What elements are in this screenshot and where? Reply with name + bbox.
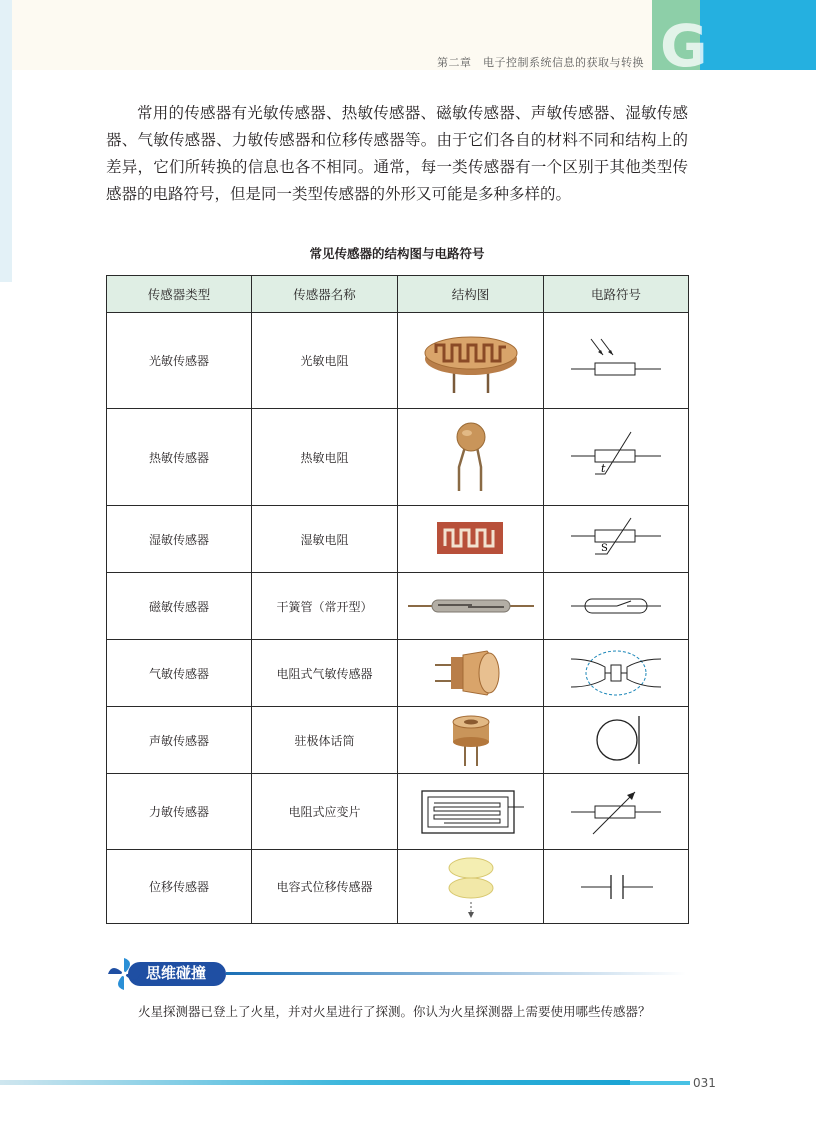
header-cell: 结构图 — [398, 276, 544, 313]
symbol-cell — [544, 573, 689, 640]
sensor-name: 热敏电阻 — [252, 409, 398, 506]
gas-sensor-illustration — [431, 645, 511, 701]
thermistor-symbol — [561, 422, 671, 492]
sensor-name: 电阻式应变片 — [252, 774, 398, 850]
structure-cell — [398, 506, 544, 573]
humidity-resistor-symbol — [561, 514, 671, 564]
structure-cell — [398, 850, 544, 924]
sensor-name: 电阻式气敏传感器 — [252, 640, 398, 707]
sensor-name: 干簧管（常开型） — [252, 573, 398, 640]
symbol-cell — [544, 640, 689, 707]
sensor-table — [106, 275, 689, 924]
table-row — [107, 573, 689, 640]
sensor-name: 湿敏电阻 — [252, 506, 398, 573]
photoresistor-symbol — [561, 331, 671, 391]
strain-gauge-symbol — [561, 784, 671, 840]
header-cell: 电路符号 — [544, 276, 689, 313]
structure-cell — [398, 573, 544, 640]
pinwheel-icon — [106, 956, 142, 992]
sensor-type: 湿敏传感器 — [107, 506, 252, 573]
capacitive-sensor-illustration — [441, 854, 501, 920]
reed-switch-illustration — [406, 591, 536, 621]
sensor-type: 光敏传感器 — [107, 313, 252, 409]
svg-text:S: S — [601, 543, 608, 554]
footer-bar — [0, 1080, 630, 1085]
sensor-type: 位移传感器 — [107, 850, 252, 924]
table-row — [107, 640, 689, 707]
table-row — [107, 313, 689, 409]
photoresistor-illustration — [416, 321, 526, 401]
sensor-type: 气敏传感器 — [107, 640, 252, 707]
discussion-question: 火星探测器已登上了火星，并对火星进行了探测。你认为火星探测器上需要使用哪些传感器？ — [138, 1004, 651, 1019]
header-cell: 传感器名称 — [252, 276, 398, 313]
page-number: 031 — [693, 1076, 716, 1090]
sensor-name: 驻极体话筒 — [252, 707, 398, 774]
sensor-type: 声敏传感器 — [107, 707, 252, 774]
chapter-title: 第二章 电子控制系统信息的获取与转换 — [437, 56, 644, 69]
chapter-letter-logo — [656, 14, 716, 74]
structure-cell — [398, 707, 544, 774]
humidity-resistor-illustration — [431, 516, 511, 562]
thermistor-illustration — [441, 417, 501, 497]
microphone-illustration — [441, 710, 501, 770]
structure-cell — [398, 409, 544, 506]
table-row — [107, 409, 689, 506]
structure-cell — [398, 313, 544, 409]
sensor-type: 热敏传感器 — [107, 409, 252, 506]
svg-text:t: t — [601, 462, 606, 475]
table-row — [107, 774, 689, 850]
symbol-cell — [544, 506, 689, 573]
sensor-name: 电容式位移传感器 — [252, 850, 398, 924]
table-caption: 常见传感器的结构图与电路符号 — [309, 246, 485, 261]
reed-switch-symbol — [561, 591, 671, 621]
discussion-label: 思维碰撞 — [146, 964, 207, 982]
sensor-type: 力敏传感器 — [107, 774, 252, 850]
capacitor-symbol — [561, 867, 671, 907]
corner-blue-block — [700, 0, 816, 70]
table-row — [107, 707, 689, 774]
discussion-banner — [106, 960, 688, 988]
table-header-row — [107, 276, 689, 313]
header-cell: 传感器类型 — [107, 276, 252, 313]
left-margin-strip — [0, 0, 12, 282]
symbol-cell — [544, 774, 689, 850]
structure-cell — [398, 640, 544, 707]
gas-sensor-symbol — [561, 645, 671, 701]
footer-bar-segment — [630, 1081, 690, 1085]
microphone-symbol — [561, 712, 671, 768]
sensor-type: 磁敏传感器 — [107, 573, 252, 640]
symbol-cell — [544, 707, 689, 774]
table-row — [107, 850, 689, 924]
sensor-name: 光敏电阻 — [252, 313, 398, 409]
strain-gauge-illustration — [416, 787, 526, 837]
symbol-cell — [544, 409, 689, 506]
svg-text:G: G — [660, 14, 708, 74]
symbol-cell — [544, 850, 689, 924]
intro-paragraph: 常用的传感器有光敏传感器、热敏传感器、磁敏传感器、声敏传感器、湿敏传感器、气敏传感器、力敏传感器和位移传感器等。由于它们各自的材料不同和结构上的差异，它们所转换的信息也各不相同。通常，每一类传感器有一个区别于其他类型传感器的电路符号，但是同一类型传感器的外形又可能是多种多样的。 — [106, 104, 688, 203]
table-row — [107, 506, 689, 573]
symbol-cell — [544, 313, 689, 409]
structure-cell — [398, 774, 544, 850]
